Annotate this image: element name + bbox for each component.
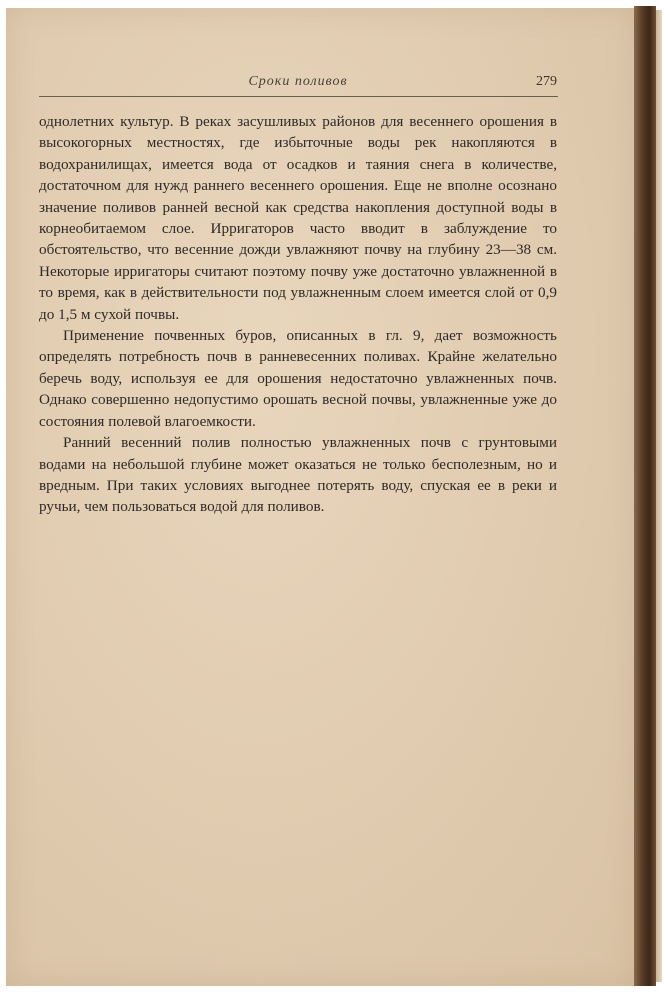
body-text [39, 111, 557, 518]
page-number: 279 [536, 74, 557, 89]
paragraph-3: Ранний весенний полив полностью увлажненных почв с грунтовыми водами на небольшой глубине может оказаться не только бесполезным, но и вредным. При таких условиях выгоднее потерять воду, спуская ее в реки и ручьи, чем пользоваться водой для поливов. [39, 434, 557, 516]
page-header [39, 74, 557, 96]
page-edge [656, 10, 662, 982]
header-rule [39, 96, 558, 97]
running-title: Сроки поливов [248, 74, 348, 89]
paragraph-2: Применение почвенных буров, описанных в гл. 9, дает возможность определять потребность почв в ранневесенних поливах. Крайне желательно беречь воду, используя ее для орошения недостаточно увлажненных почв. Однако совершенно недопустимо орошать весной почвы, увлажненные уже до состояния полевой влагоемкости. [39, 327, 557, 430]
book-spine [634, 6, 656, 986]
paragraph-1: однолетних культур. В реках засушливых районов для весеннего орошения в высокогорных местностях, где избыточные воды рек накопляются в водохранилищах, имеется вода от осадков и таяния снега в количестве, достаточном для нужд раннего весеннего орошения. Еще не вполне осознано значение поливов ранней весной как средства накопления доступной воды в корнеобитаемом слое. Ирригаторов часто вводит в заблуждение то обстоятельство, что весенние дожди увлажняют почву на глубину 23—38 см. Некоторые ирригаторы считают поэтому почву уже достаточно увлажненной в то время, как в действительности под увлажненным слоем имеется слой от 0,9 до 1,5 м сухой почвы. [39, 113, 557, 323]
